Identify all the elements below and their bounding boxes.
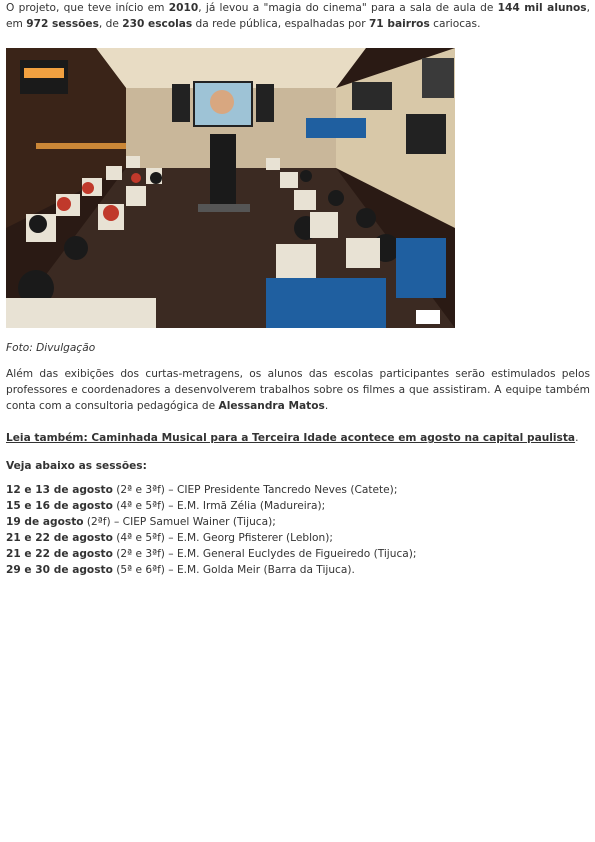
consultant-name: Alessandra Matos bbox=[218, 400, 325, 412]
sessions-list bbox=[6, 482, 416, 578]
session-details: (2ª e 3ªf) – E.M. General Euclydes de Figueiredo (Tijuca); bbox=[112, 548, 417, 560]
session-details: (5ª e 6ªf) – E.M. Golda Meir (Barra da Tijuca). bbox=[112, 564, 355, 576]
session-item bbox=[6, 498, 416, 514]
intro-text: , já levou a "magia do cinema" para a sala de aula de bbox=[198, 2, 498, 14]
session-item bbox=[6, 514, 416, 530]
photo-projector-base bbox=[198, 204, 250, 212]
photo-foreground bbox=[6, 298, 156, 328]
photo-banner bbox=[172, 84, 190, 122]
session-date: 29 e 30 de agosto bbox=[6, 564, 113, 576]
session-date: 15 e 16 de agosto bbox=[6, 500, 113, 512]
read-also-period: . bbox=[575, 432, 579, 444]
session-details: (4ª e 5ªf) – E.M. Irmã Zélia (Madureira); bbox=[112, 500, 326, 512]
photo-shirt-logo bbox=[416, 310, 440, 324]
photo-blue-wall bbox=[306, 118, 366, 138]
intro-students: 144 mil alunos bbox=[497, 2, 587, 14]
read-also-link[interactable]: Leia também: Caminhada Musical para a Terceira Idade acontece em agosto na capital paulista bbox=[6, 432, 576, 444]
session-details: (2ª e 3ªf) – CIEP Presidente Tancredo Neves (Catete); bbox=[112, 484, 398, 496]
read-also bbox=[6, 430, 590, 446]
body-text: Além das exibições dos curtas-metragens, os alunos das escolas participantes serão estimulados pelos professores e coordenadores a desenvolverem trabalhos sobre os filmes a que assistiram. A equipe também conta com a consultoria pedagógica de bbox=[6, 368, 590, 412]
intro-text: , em bbox=[6, 2, 590, 30]
intro-year: 2010 bbox=[168, 2, 199, 14]
photo-cinema-session bbox=[6, 48, 455, 328]
intro-paragraph bbox=[6, 0, 590, 32]
photo-illustration bbox=[6, 48, 455, 328]
session-details: (4ª e 5ªf) – E.M. Georg Pfisterer (Leblon); bbox=[112, 532, 333, 544]
photo-caption: Foto: Divulgação bbox=[6, 342, 96, 354]
photo-banner bbox=[256, 84, 274, 122]
intro-text: da rede pública, espalhadas por bbox=[192, 18, 369, 30]
session-item bbox=[6, 530, 416, 546]
session-item bbox=[6, 482, 416, 498]
sessions-heading: Veja abaixo as sessões: bbox=[6, 460, 147, 472]
intro-sessions: 972 sessões bbox=[26, 18, 99, 30]
intro-schools: 230 escolas bbox=[122, 18, 193, 30]
photo-banner-right bbox=[352, 82, 392, 110]
intro-text: , de bbox=[98, 18, 123, 30]
intro-text: O projeto, que teve início em bbox=[6, 2, 169, 14]
photo-light-strip bbox=[36, 143, 126, 149]
session-date: 21 e 22 de agosto bbox=[6, 548, 113, 560]
session-date: 12 e 13 de agosto bbox=[6, 484, 113, 496]
photo-projector bbox=[210, 134, 236, 204]
photo-tv bbox=[406, 114, 446, 154]
session-date: 19 de agosto bbox=[6, 516, 84, 528]
session-item bbox=[6, 546, 416, 562]
session-item bbox=[6, 562, 416, 578]
session-details: (2ªf) – CIEP Samuel Wainer (Tijuca); bbox=[83, 516, 276, 528]
intro-neighborhoods: 71 bairros bbox=[368, 18, 430, 30]
body-text: . bbox=[324, 400, 329, 412]
photo-banner-left-logo bbox=[24, 68, 64, 78]
photo-screen-face bbox=[210, 90, 234, 114]
session-date: 21 e 22 de agosto bbox=[6, 532, 113, 544]
intro-text: cariocas. bbox=[429, 18, 481, 30]
body-paragraph bbox=[6, 366, 590, 414]
photo-window bbox=[422, 58, 454, 98]
